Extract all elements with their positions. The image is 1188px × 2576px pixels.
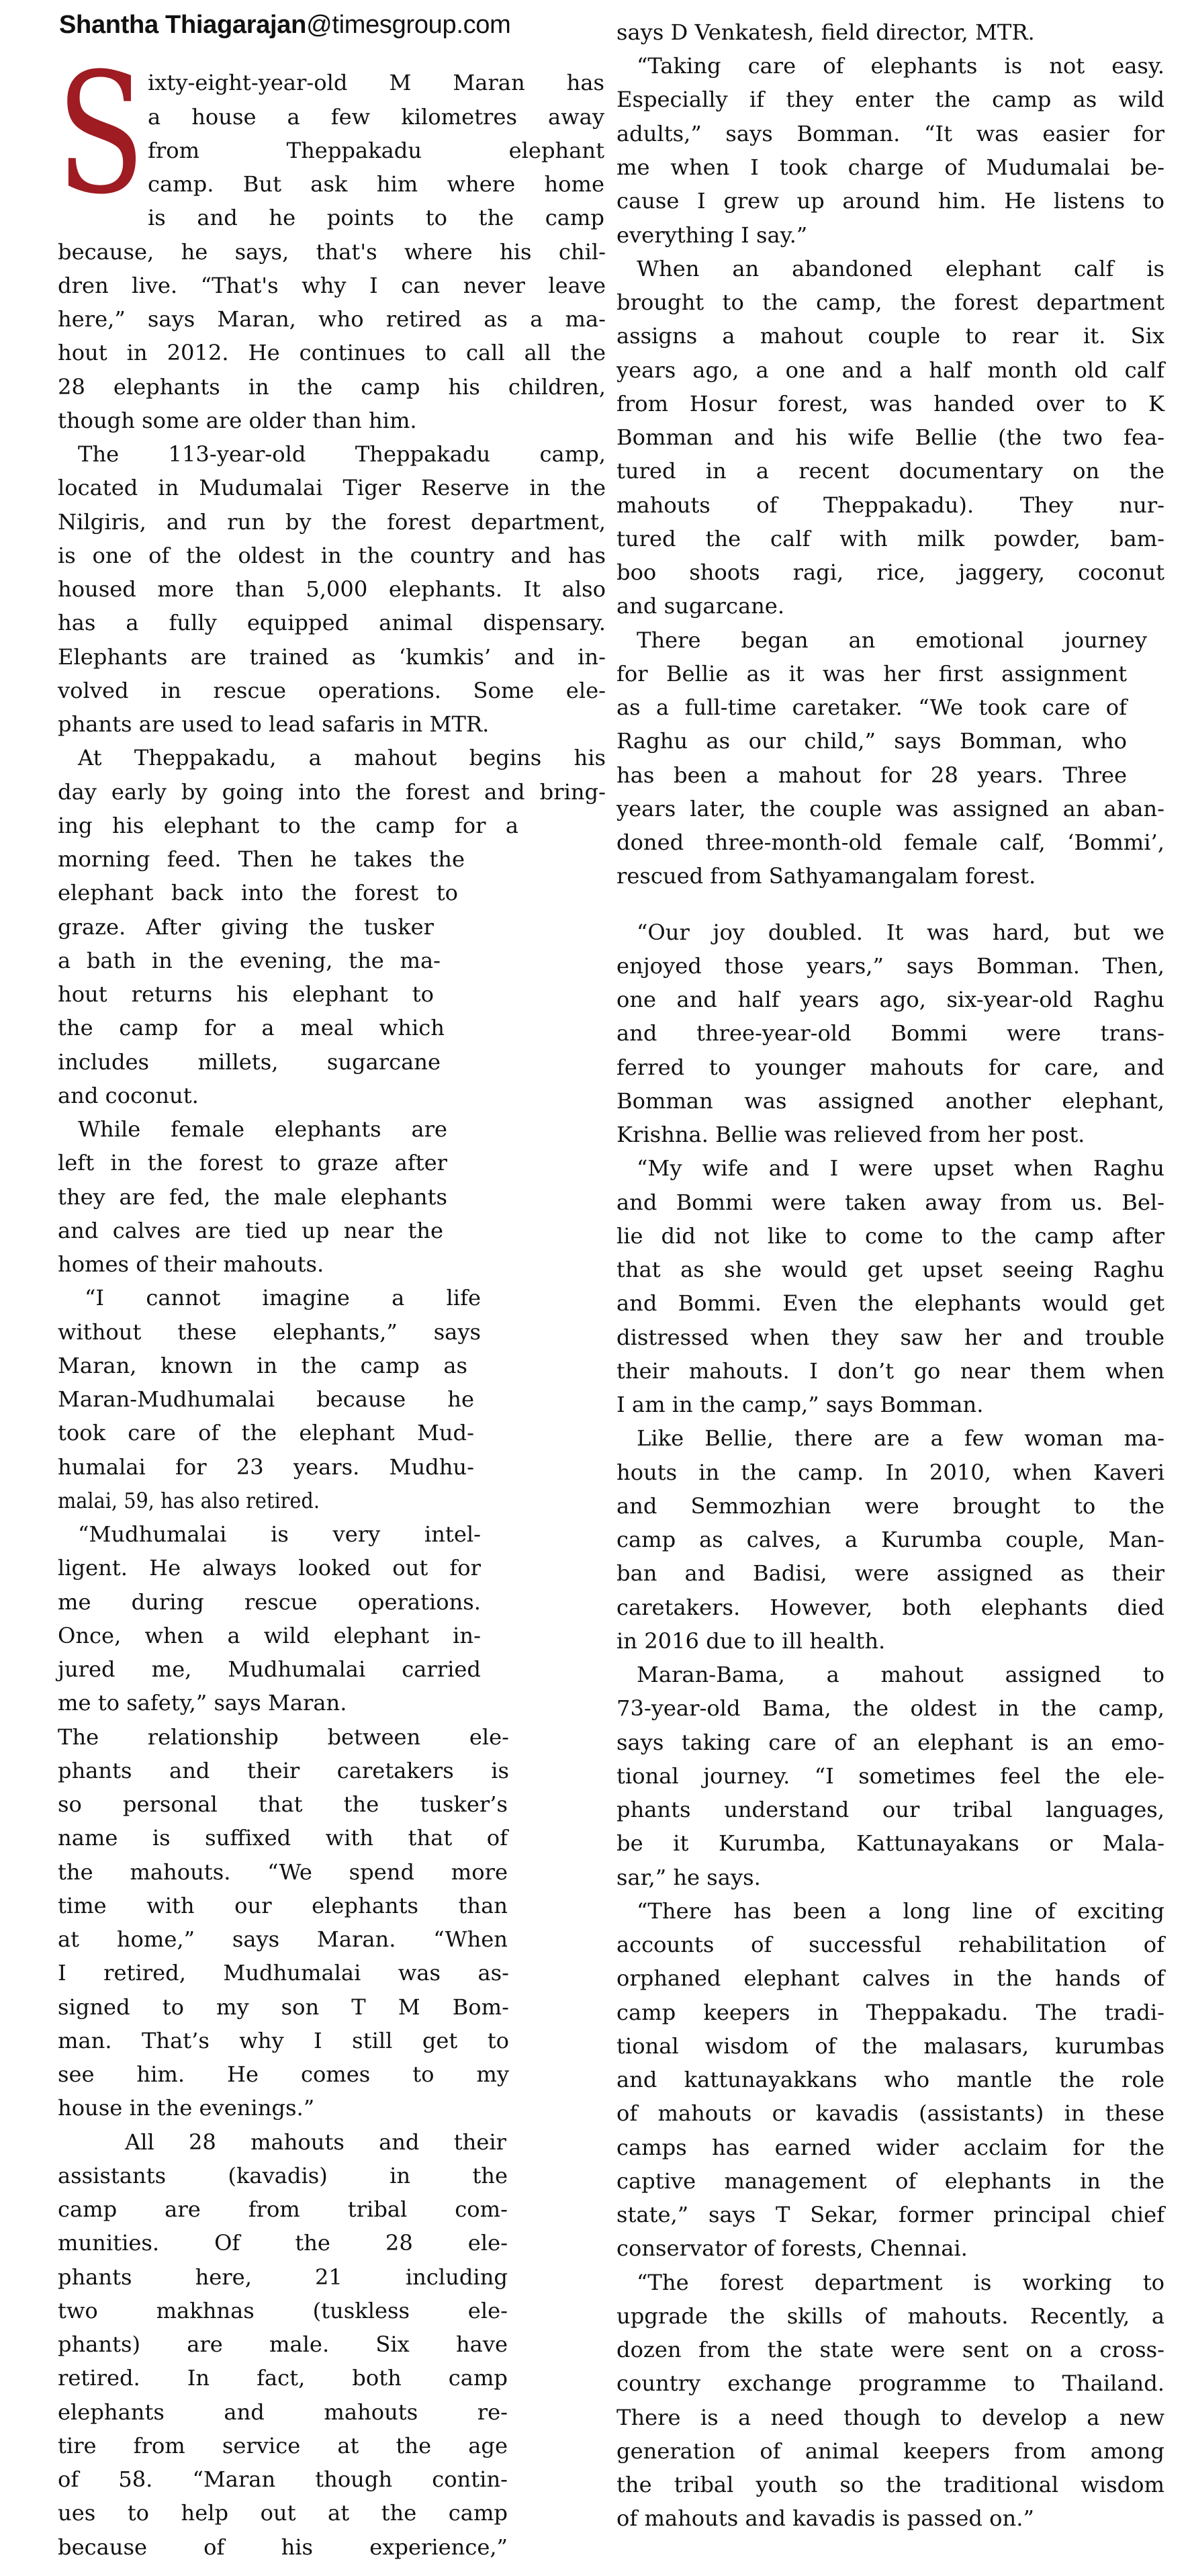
left-column-line: phants are used to lead safaris in MTR.: [58, 711, 490, 738]
left-column-line: phants and their caretakers is: [58, 1757, 509, 1783]
left-column-line: they are fed, the male elephants: [58, 1184, 447, 1210]
left-column-line: here,” says Maran, who retired as a ma-: [58, 306, 606, 332]
right-column-line: captive management of elephants in the: [616, 2168, 1164, 2194]
left-column-line: camp. But ask him where home: [148, 171, 604, 197]
right-column-line: cause I grew up around him. He listens to: [616, 188, 1164, 214]
right-column-line: There began an emotional journey: [637, 627, 1147, 653]
left-column-line: see him. He comes to my: [58, 2061, 509, 2088]
left-column-line: me to safety,” says Maran.: [58, 1690, 347, 1716]
left-column-line: phants here, 21 including: [58, 2264, 508, 2290]
right-column-line: tional journey. “I sometimes feel the ele-: [616, 1763, 1164, 1789]
left-column-line: though some are older than him.: [58, 407, 417, 433]
left-column-line: camp are from tribal com-: [58, 2196, 508, 2223]
left-column-line: Elephants are trained as ‘kumkis’ and in-: [58, 643, 606, 670]
right-column-line: and Semmozhian were brought to the: [616, 1493, 1164, 1519]
right-column-line: years later, the couple was assigned an aban-: [616, 795, 1164, 821]
right-column-line: Bomman was assigned another elephant,: [616, 1087, 1164, 1114]
right-column-line: Maran-Bama, a mahout assigned to: [637, 1662, 1164, 1688]
left-column-line: 28 elephants in the camp his children,: [58, 373, 606, 400]
right-column-line: Bomman and his wife Bellie (the two fea-: [616, 425, 1164, 450]
right-column-line: state,” says T Sekar, former principal chief: [616, 2202, 1164, 2228]
left-column-line: elephants and mahouts re-: [58, 2399, 508, 2425]
left-column-line: assistants (kavadis) in the: [58, 2162, 508, 2188]
right-column-line: ban and Badisi, were assigned as their: [616, 1560, 1164, 1587]
right-column-line: 73-year-old Bama, the oldest in the camp,: [616, 1695, 1164, 1722]
left-column-line: me during rescue operations.: [58, 1589, 481, 1615]
left-column-line: time with our elephants than: [58, 1892, 508, 1918]
author-email: @timesgroup.com: [306, 11, 511, 39]
left-column-line: day early by going into the forest and bring-: [58, 779, 606, 805]
right-column-line: distressed when they saw her and trouble: [616, 1324, 1164, 1350]
left-column-line: elephant back into the forest to: [58, 880, 458, 906]
right-column-line: says taking care of an elephant is an emo-: [616, 1729, 1164, 1755]
left-column-line: housed more than 5,000 elephants. It also: [58, 576, 606, 603]
left-column-line: so personal that the tusker’s: [58, 1791, 508, 1818]
right-column-line: “The forest department is working to: [637, 2269, 1164, 2295]
left-column-line: munities. Of the 28 ele-: [58, 2230, 508, 2256]
left-column-line: ing his elephant to the camp for a: [58, 812, 518, 838]
drop-cap: S: [56, 37, 146, 231]
left-column-line: because, he says, that's where his chil-: [58, 238, 606, 265]
right-column-line: tured the calf with milk powder, bam-: [616, 525, 1164, 551]
left-column-line: left in the forest to graze after: [58, 1150, 447, 1176]
right-column-line: lie did not like to come to the camp after: [616, 1223, 1164, 1249]
right-column-line: country exchange programme to Thailand.: [616, 2370, 1164, 2397]
right-column-line: “Taking care of elephants is not easy.: [637, 53, 1164, 79]
right-column-line: of mahouts or kavadis (assistants) in these: [616, 2100, 1164, 2127]
right-column-line: has been a mahout for 28 years. Three: [616, 762, 1127, 788]
right-column-line: Krishna. Bellie was relieved from her post.: [616, 1122, 1085, 1148]
left-column-line: volved in rescue operations. Some ele-: [58, 677, 606, 703]
right-column-line: and kattunayakkans who mantle the role: [616, 2067, 1164, 2093]
right-column-line: caretakers. However, both elephants died: [616, 1594, 1164, 1620]
right-column-line: assigns a mahout couple to rear it. Six: [616, 323, 1164, 349]
left-column-line: from Theppakadu elephant: [148, 137, 604, 163]
left-column-line: hout returns his elephant to: [58, 981, 434, 1008]
right-column-line: years ago, a one and a half month old calf: [616, 357, 1164, 383]
right-column-line: camp keepers in Theppakadu. The tradi-: [616, 1999, 1164, 2025]
left-column-line: retired. In fact, both camp: [58, 2365, 508, 2391]
right-column-line: the tribal youth so the traditional wisdom: [616, 2472, 1164, 2498]
right-column-line: from Hosur forest, was handed over to K: [616, 390, 1164, 416]
left-column-line: malai, 59, has also retired.: [58, 1487, 320, 1513]
right-column-line: and Bommi were taken away from us. Bel-: [616, 1189, 1164, 1215]
byline: [59, 9, 510, 40]
right-column-line: and sugarcane.: [616, 593, 785, 619]
left-column-line: jured me, Mudhumalai carried: [58, 1656, 481, 1683]
left-column-line: The relationship between ele-: [58, 1724, 509, 1750]
left-column-line: name is suffixed with that of: [58, 1825, 508, 1851]
left-column-line: ligent. He always looked out for: [58, 1555, 481, 1581]
left-column-line: is one of the oldest in the country and has: [58, 542, 606, 568]
left-column-line: has a fully equipped animal dispensary.: [58, 610, 606, 636]
left-column-line: because of his experience,”: [58, 2534, 508, 2560]
right-column-line: and three-year-old Bommi were trans-: [616, 1020, 1164, 1047]
right-column-line: generation of animal keepers from among: [616, 2438, 1164, 2464]
right-column-line: phants understand our tribal languages,: [616, 1797, 1164, 1823]
left-column-line: the mahouts. “We spend more: [58, 1859, 508, 1885]
left-column-line: a house a few kilometres away: [148, 103, 604, 130]
right-column-line: dozen from the state were sent on a cross-: [616, 2337, 1164, 2363]
right-column-line: tional wisdom of the malasars, kurumbas: [616, 2033, 1164, 2059]
left-column-line: homes of their mahouts.: [58, 1251, 324, 1278]
left-column-line: is and he points to the camp: [148, 205, 604, 231]
right-column-line: rescued from Sathyamangalam forest.: [616, 863, 1036, 889]
right-column-line: orphaned elephant calves in the hands of: [616, 1965, 1164, 1992]
left-column-line: without these elephants,” says: [58, 1319, 481, 1345]
left-column-line: hout in 2012. He continues to call all the: [58, 340, 606, 366]
right-column-line: for Bellie as it was her first assignment: [616, 660, 1127, 686]
right-column-line: “Our joy doubled. It was hard, but we: [637, 919, 1164, 945]
right-column-line: be it Kurumba, Kattunayakans or Mala-: [616, 1830, 1164, 1857]
right-column-line: enjoyed those years,” says Bomman. Then,: [616, 952, 1164, 979]
right-column-line: says D Venkatesh, field director, MTR.: [616, 19, 1035, 45]
right-column-line: conservator of forests, Chennai.: [616, 2235, 968, 2262]
left-column-line: ixty-eight-year-old M Maran has: [148, 70, 604, 96]
right-column-line: camps has earned wider acclaim for the: [616, 2134, 1164, 2160]
left-column-line: All 28 mahouts and their: [125, 2129, 506, 2155]
left-column-line: dren live. “That's why I can never leave: [58, 272, 606, 298]
right-column-line: boo shoots ragi, rice, jaggery, coconut: [616, 560, 1164, 586]
left-column-line: and calves are tied up near the: [58, 1217, 443, 1243]
left-column-line: At Theppakadu, a mahout begins his: [78, 745, 606, 771]
right-column-line: of mahouts and kavadis is passed on.”: [616, 2505, 1034, 2532]
right-column-line: in 2016 due to ill health.: [616, 1628, 886, 1654]
right-column-line: that as she would get upset seeing Raghu: [616, 1257, 1164, 1283]
right-column-line: brought to the camp, the forest department: [616, 290, 1164, 315]
left-column-line: two makhnas (tuskless ele-: [58, 2297, 508, 2323]
right-column-line: one and half years ago, six-year-old Raghu: [616, 987, 1164, 1013]
right-column-line: upgrade the skills of mahouts. Recently, a: [616, 2303, 1164, 2329]
left-column-line: humalai for 23 years. Mudhu-: [58, 1454, 474, 1480]
right-column-line: accounts of successful rehabilitation of: [616, 1932, 1164, 1958]
left-column-line: While female elephants are: [78, 1116, 447, 1143]
left-column-line: man. That’s why I still get to: [58, 2027, 509, 2053]
right-column-line: When an abandoned elephant calf is: [637, 255, 1164, 281]
right-column-line: everything I say.”: [616, 222, 808, 248]
left-column-line: I retired, Mudhumalai was as-: [58, 1960, 509, 1986]
left-column-line: tire from service at the age: [58, 2432, 508, 2458]
right-column-line: as a full-time caretaker. “We took care of: [616, 695, 1127, 721]
left-column-line: of 58. “Maran though contin-: [58, 2467, 508, 2493]
left-column-line: Maran, known in the camp as: [58, 1352, 467, 1378]
left-column-line: morning feed. Then he takes the: [58, 846, 465, 873]
right-column-line: “There has been a long line of exciting: [637, 1898, 1164, 1924]
left-column-line: took care of the elephant Mud-: [58, 1420, 474, 1446]
right-column-line: mahouts of Theppakadu). They nur-: [616, 492, 1164, 518]
right-column-line: and Bommi. Even the elephants would get: [616, 1290, 1164, 1317]
right-column-line: houts in the camp. In 2010, when Kaveri: [616, 1459, 1164, 1485]
left-column-line: signed to my son T M Bom-: [58, 1994, 509, 2020]
right-column-line: I am in the camp,” says Bomman.: [616, 1392, 984, 1418]
left-column-line: and coconut.: [58, 1082, 199, 1108]
left-column-line: includes millets, sugarcane: [58, 1049, 441, 1075]
right-column-line: adults,” says Bomman. “It was easier for: [616, 120, 1164, 146]
left-column-line: a bath in the evening, the ma-: [58, 947, 441, 973]
left-column-line: Maran-Mudhumalai because he: [58, 1386, 474, 1413]
left-column-line: graze. After giving the tusker: [58, 914, 434, 940]
author-name: Shantha Thiagarajan: [59, 11, 307, 39]
left-column-line: The 113-year-old Theppakadu camp,: [78, 441, 606, 468]
left-column-line: the camp for a meal which: [58, 1015, 445, 1041]
right-column-line: me when I took charge of Mudumalai be-: [616, 154, 1164, 180]
right-column-line: ferred to younger mahouts for care, and: [616, 1054, 1164, 1080]
left-column-line: “Mudhumalai is very intel-: [78, 1521, 481, 1548]
right-column-line: their mahouts. I don’t go near them when: [616, 1358, 1164, 1384]
left-column-line: Once, when a wild elephant in-: [58, 1622, 481, 1648]
left-column-line: ues to help out at the camp: [58, 2500, 508, 2526]
left-column-line: house in the evenings.”: [58, 2095, 315, 2121]
left-column-line: “I cannot imagine a life: [85, 1285, 481, 1311]
left-column-line: at home,” says Maran. “When: [58, 1926, 508, 1953]
right-column-line: Like Bellie, there are a few woman ma-: [637, 1425, 1164, 1452]
right-column-line: “My wife and I were upset when Raghu: [637, 1155, 1164, 1182]
left-column-line: phants) are male. Six have: [58, 2331, 508, 2358]
right-column-line: Especially if they enter the camp as wild: [616, 87, 1164, 113]
right-column-line: Raghu as our child,” says Bomman, who: [616, 728, 1127, 754]
right-column-line: There is a need though to develop a new: [616, 2404, 1164, 2430]
left-column-line: Nilgiris, and run by the forest department,: [58, 508, 606, 535]
right-column-line: camp as calves, a Kurumba couple, Man-: [616, 1527, 1164, 1553]
right-column-line: doned three-month-old female calf, ‘Bommi’,: [616, 830, 1164, 856]
right-column-line: sar,” he says.: [616, 1864, 761, 1890]
right-column-line: tured in a recent documentary on the: [616, 458, 1164, 484]
left-column-line: located in Mudumalai Tiger Reserve in the: [58, 475, 606, 501]
